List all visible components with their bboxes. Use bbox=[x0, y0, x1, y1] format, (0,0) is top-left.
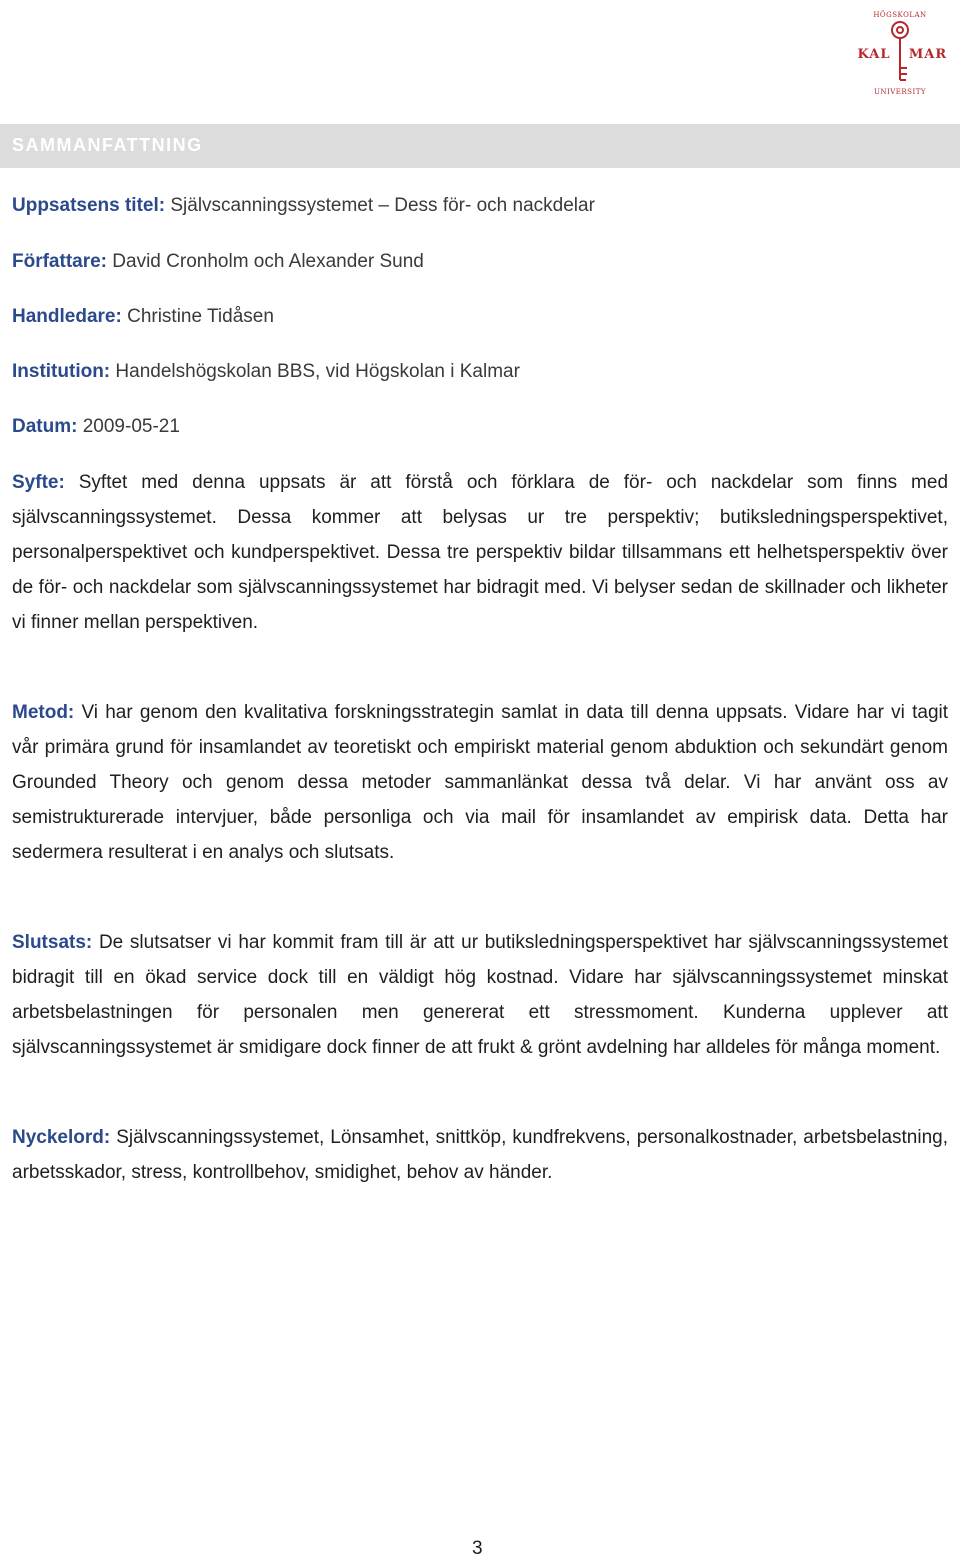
page-number: 3 bbox=[472, 1538, 483, 1559]
logo-right-text: MAR bbox=[908, 47, 948, 62]
keywords-paragraph bbox=[12, 1120, 948, 1190]
meta-value: Christine Tidåsen bbox=[127, 306, 274, 327]
logo-top-text: HÖGSKOLAN bbox=[873, 11, 927, 19]
meta-date bbox=[12, 416, 180, 438]
paragraph-text: Självscanningssystemet, Lönsamhet, snittköp, kundfrekvens, personalkostnader, arbetsbelastning, arbetsskador, stress, kontrollbehov, smidighet, behov av händer. bbox=[12, 1127, 948, 1183]
paragraph-text: Syftet med denna uppsats är att förstå och förklara de för- och nackdelar som finns med självscanningssystemet. Dessa kommer att belysas ur tre perspektiv; butiksledningsperspektivet, personalperspektivet och kundperspektivet. Dessa tre perspektiv bildar tillsammans ett helhetsperspektiv över de för- och nackdelar som självscanningssystemet har bidragit med. Vi belyser sedan de skillnader och likheter vi finner mellan perspektiven. bbox=[12, 472, 949, 633]
meta-authors bbox=[12, 251, 424, 273]
meta-value: David Cronholm och Alexander Sund bbox=[112, 251, 424, 272]
logo-bottom-text: UNIVERSITY bbox=[873, 88, 927, 96]
university-logo bbox=[846, 8, 954, 98]
method-paragraph bbox=[12, 695, 948, 870]
purpose-paragraph bbox=[12, 465, 948, 640]
key-icon bbox=[892, 22, 908, 38]
meta-value: 2009-05-21 bbox=[82, 416, 180, 437]
section-heading-bar bbox=[0, 124, 960, 168]
section-title: SAMMANFATTNING bbox=[12, 135, 203, 155]
meta-value: Handelshögskolan BBS, vid Högskolan i Kalmar bbox=[115, 361, 520, 382]
paragraph-label: Syfte: bbox=[12, 472, 65, 493]
meta-label: Uppsatsens titel: bbox=[12, 195, 166, 216]
paragraph-label: Slutsats: bbox=[12, 932, 93, 953]
conclusion-paragraph bbox=[12, 925, 948, 1065]
logo-left-text: KAL bbox=[857, 47, 891, 62]
meta-supervisor bbox=[12, 306, 274, 328]
paragraph-label: Nyckelord: bbox=[12, 1127, 111, 1148]
meta-value: Självscanningssystemet – Dess för- och nackdelar bbox=[170, 195, 595, 216]
paragraph-label: Metod: bbox=[12, 702, 75, 723]
meta-label: Datum: bbox=[12, 416, 78, 437]
meta-title bbox=[12, 195, 595, 217]
meta-label: Handledare: bbox=[12, 306, 122, 327]
paragraph-text: De slutsatser vi har kommit fram till är att ur butiksledningsperspektivet har självscanningssystemet bidragit till en ökad service dock till en väldigt hög kostnad. Vidare har självscanningssystemet minskat arbetsbelastningen för personalen men genererat ett stressmoment. Kunderna upplever att självscanningssystemet är smidigare dock finner de att frukt & grönt avdelning har alldeles för många moment. bbox=[12, 932, 948, 1058]
paragraph-text: Vi har genom den kvalitativa forskningsstrategin samlat in data till denna uppsats. Vidare har vi tagit vår primära grund för insamlandet av teoretiskt och empiriskt material genom abduktion och sekundärt genom Grounded Theory och genom dessa metoder sammanlänkat dessa två delar. Vi har använt oss av semistrukturerade intervjuer, både personliga och via mail för insamlandet av empirisk data. Detta har sedermera resulterat i en analys och slutsats. bbox=[12, 702, 949, 863]
meta-label: Författare: bbox=[12, 251, 108, 272]
meta-institution bbox=[12, 361, 520, 383]
meta-label: Institution: bbox=[12, 361, 111, 382]
